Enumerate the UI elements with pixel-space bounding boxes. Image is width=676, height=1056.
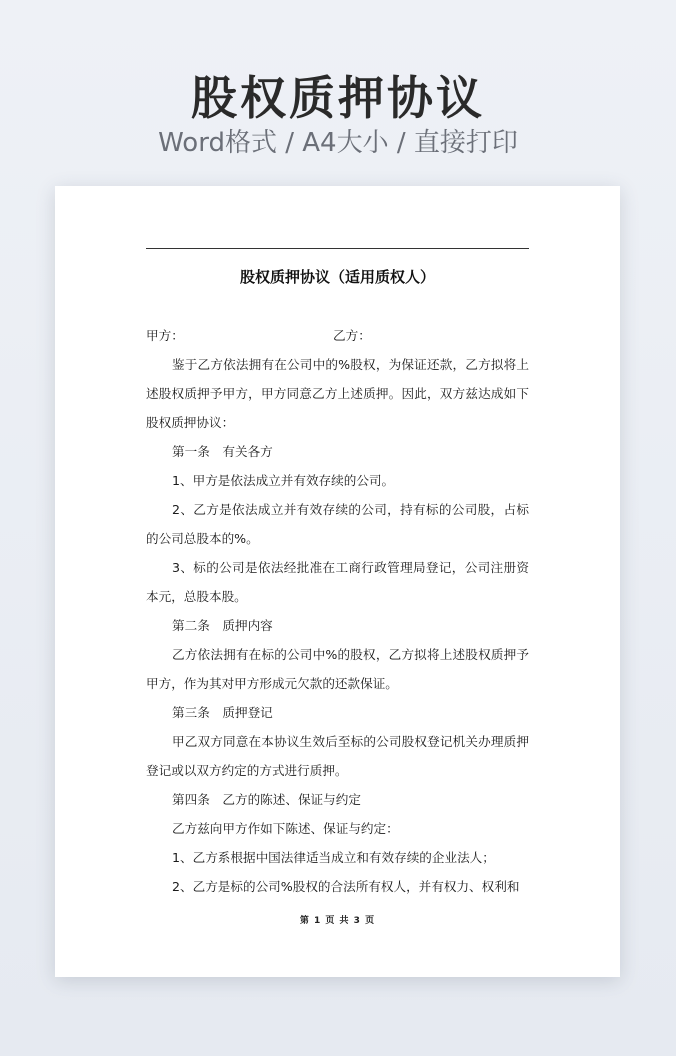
paragraph: 2、乙方是依法成立并有效存续的公司，持有标的公司股，占标的公司总股本的%。 — [146, 502, 529, 546]
paragraph: 1、乙方系根据中国法律适当成立和有效存续的企业法人； — [172, 850, 495, 865]
page-number-footer: 第 1 页 共 3 页 — [299, 916, 376, 926]
document-title: 股权质押协议（适用质权人） — [239, 268, 435, 286]
article-heading: 第三条 质押登记 — [172, 705, 273, 720]
document-body — [146, 321, 529, 901]
article-heading: 第二条 质押内容 — [172, 618, 273, 633]
party-a-label: 甲方： — [146, 328, 184, 343]
paragraph: 乙方兹向甲方作如下陈述、保证与约定： — [172, 821, 399, 836]
paragraph: 2、乙方是标的公司%股权的合法所有权人，并有权力、权利和 — [172, 879, 520, 894]
article-heading: 第一条 有关各方 — [172, 444, 273, 459]
parties-line — [146, 321, 529, 350]
paragraph: 3、标的公司是依法经批准在工商行政管理局登记，公司注册资本元，总股本股。 — [146, 560, 529, 604]
header-rule — [146, 248, 529, 249]
paragraph: 甲乙双方同意在本协议生效后至标的公司股权登记机关办理质押登记或以双方约定的方式进行质押。 — [146, 734, 529, 778]
paragraph: 1、甲方是依法成立并有效存续的公司。 — [172, 473, 395, 488]
banner-subtitle: Word格式 / A4大小 / 直接打印 — [158, 128, 518, 158]
paragraph: 乙方依法拥有在标的公司中%的股权，乙方拟将上述股权质押予甲方，作为其对甲方形成元欠款的还款保证。 — [146, 647, 529, 691]
party-b-label: 乙方： — [333, 328, 371, 343]
article-heading: 第四条 乙方的陈述、保证与约定 — [172, 792, 361, 807]
banner-title: 股权质押协议 — [191, 71, 485, 125]
paragraph: 鉴于乙方依法拥有在公司中的%股权，为保证还款，乙方拟将上述股权质押予甲方，甲方同意乙方上述质押。因此，双方兹达成如下股权质押协议： — [146, 357, 529, 430]
document-page — [55, 186, 620, 977]
